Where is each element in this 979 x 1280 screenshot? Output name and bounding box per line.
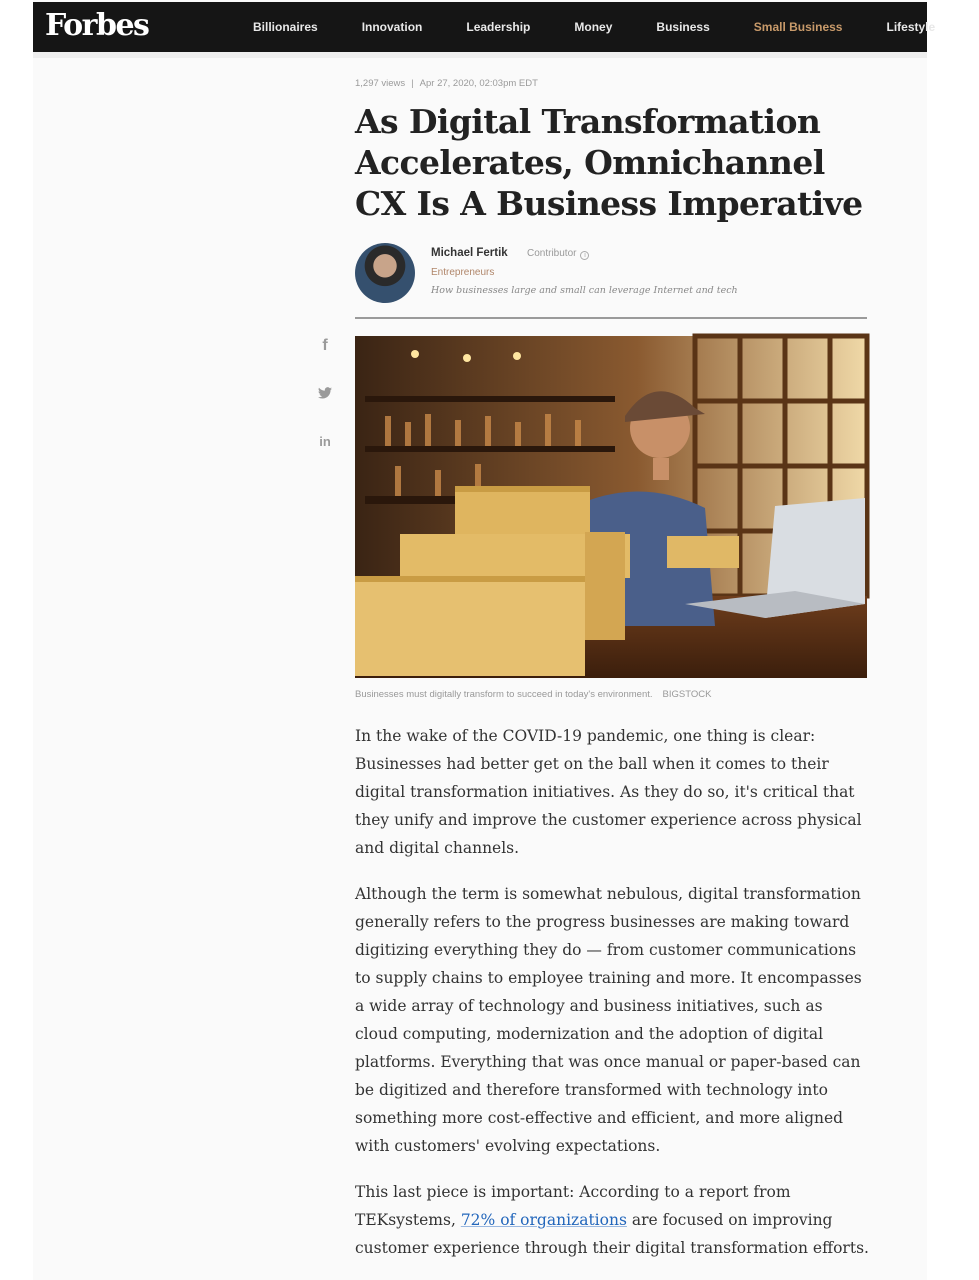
forbes-logo[interactable]: Forbes [45, 8, 149, 43]
top-navigation [33, 2, 936, 52]
nav-item-small-business[interactable]: Small Business [753, 20, 843, 34]
author-name[interactable]: Michael Fertik [431, 247, 508, 259]
image-credit: BIGSTOCK [662, 689, 712, 700]
article-headline: As Digital Transformation Accelerates, Omnichannel CX Is A Business Imperative [355, 102, 863, 223]
body-paragraph-1: In the wake of the COVID-19 pandemic, one thing is clear: Businesses had better get on the ball when it comes to their digital transformation initiatives. As they do so, it's critical that they unify and improve the customer experience across physical and digital channels. [355, 727, 862, 857]
nav-item-business[interactable]: Business [656, 20, 710, 34]
author-avatar[interactable] [355, 243, 415, 303]
image-caption [355, 689, 867, 700]
teksystems-report-link[interactable]: 72% of organizations [460, 1211, 627, 1229]
paragraph-3-text-start: This last piece is important: According to a report from TEKsystems, [355, 1183, 791, 1229]
page [33, 0, 936, 1280]
article-meta [355, 78, 538, 89]
twitter-bird-icon [318, 387, 332, 399]
info-icon[interactable]: i [580, 251, 589, 260]
author-channel[interactable]: Entrepreneurs [431, 267, 495, 278]
author-tagline: How businesses large and small can leverage Internet and tech [431, 285, 738, 296]
nav-item-lifestyle[interactable]: Lifestyle [886, 20, 936, 34]
contributor-label [527, 248, 589, 260]
nav-underline [33, 52, 927, 58]
view-count: 1,297 views [355, 78, 406, 89]
contributor-role: Contributor [527, 248, 577, 259]
twitter-share-icon[interactable] [315, 386, 335, 403]
body-paragraph-3 [355, 1178, 870, 1262]
byline-divider [355, 317, 867, 319]
nav-item-money[interactable]: Money [574, 20, 613, 34]
nav-list [253, 2, 979, 52]
publish-date: Apr 27, 2020, 02:03pm EDT [419, 78, 538, 89]
article-body [355, 722, 870, 1280]
author-byline [355, 243, 867, 305]
nav-item-billionaires[interactable]: Billionaires [253, 20, 318, 34]
facebook-share-icon[interactable]: f [322, 337, 328, 354]
linkedin-share-icon[interactable]: in [319, 434, 331, 449]
body-paragraph-2: Although the term is somewhat nebulous, digital transformation generally refers to the progress businesses are making toward digitizing everything they do — from customer communications to supply chains to employee training and more. It encompasses a wide array of technology and business initiatives, such as cloud computing, modernization and the adoption of digital platforms. Everything that was once manual or paper-based can be digitized and therefore transformed with technology into something more cost-effective and efficient, and more aligned with customers' evolving expectations. [355, 885, 862, 1155]
hero-image [355, 336, 867, 678]
nav-item-leadership[interactable]: Leadership [466, 20, 531, 34]
hero-photo-illustration [355, 336, 867, 678]
nav-item-innovation[interactable]: Innovation [361, 20, 423, 34]
meta-separator: | [411, 78, 414, 89]
caption-text: Businesses must digitally transform to succeed in today's environment. [355, 689, 653, 700]
paragraph-3-text-end: are focused on improving customer experience through their digital transformation efforts. [355, 1211, 869, 1257]
